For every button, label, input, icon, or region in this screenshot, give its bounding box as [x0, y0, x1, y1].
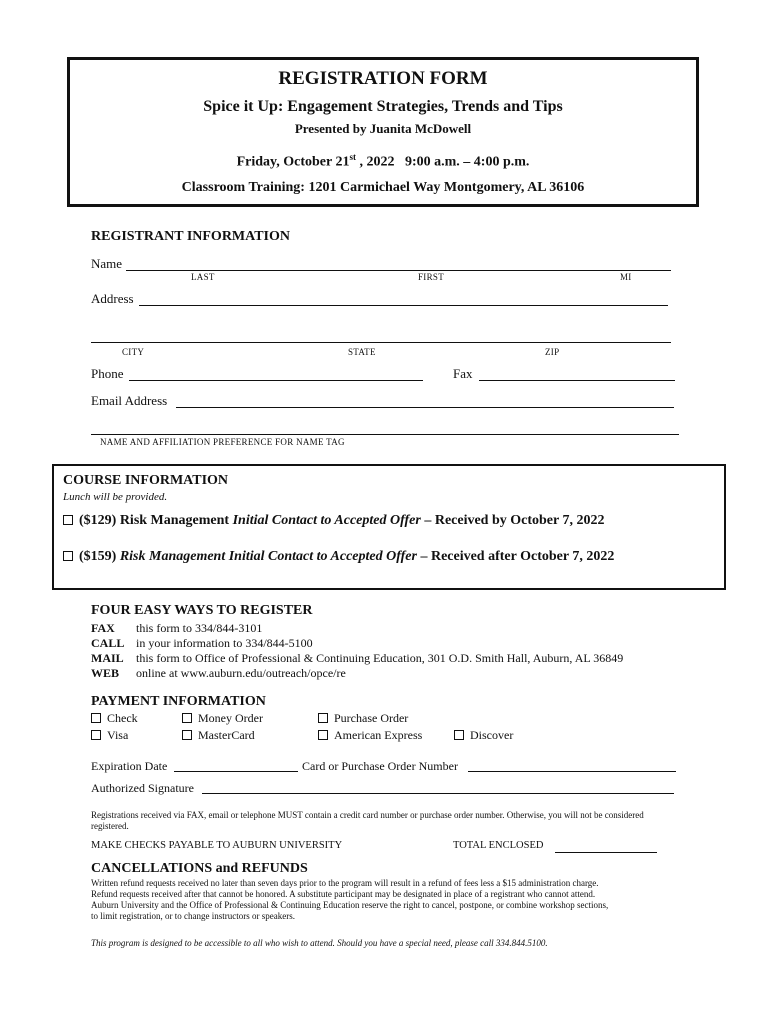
email-field[interactable]	[176, 407, 674, 408]
ways-row-mail: MAIL this form to Office of Professional & Continuing Education, 301 O.D. Smith Hall, Auburn, AL 36849	[91, 651, 624, 665]
signature-field[interactable]	[202, 793, 674, 794]
state-caption: STATE	[348, 347, 376, 357]
ways-row-call: CALL in your information to 334/844-5100	[91, 636, 313, 650]
nametag-caption: NAME AND AFFILIATION PREFERENCE FOR NAME TAG	[100, 437, 345, 447]
payment-notice: Registrations received via FAX, email or telephone MUST contain a credit card number or purchase order number. Otherwise, you will not be considered registered.	[91, 810, 644, 831]
expiration-field[interactable]	[174, 771, 298, 772]
mi-caption: MI	[620, 272, 632, 282]
card-po-field[interactable]	[468, 771, 676, 772]
card-po-label: Card or Purchase Order Number	[302, 759, 458, 773]
pay-discover[interactable]: Discover	[454, 728, 513, 743]
option-159-checkbox[interactable]	[63, 551, 73, 561]
mastercard-checkbox[interactable]	[182, 730, 192, 740]
event-date: Friday, October 21st , 2022 9:00 a.m. – 4:00 p.m.	[236, 152, 530, 170]
pay-visa[interactable]: Visa	[91, 728, 128, 743]
total-field[interactable]	[555, 852, 657, 853]
money-order-checkbox[interactable]	[182, 713, 192, 723]
ways-list	[91, 621, 623, 681]
cancellations-title: CANCELLATIONS and REFUNDS	[91, 861, 308, 876]
ways-row-web: WEB online at www.auburn.edu/outreach/opce/re	[91, 666, 346, 680]
cancellation-policy: Written refund requests received no later than seven days prior to the program will result in a refund of fees less a $15 administration charge. Refund requests received after that cannot be honored. A substitute participant may be designated in place of a registrant who cannot attend. Auburn University and the Office of Professional & Continuing Education reserve the right to cancel, postpone, or combine workshop sections, to limit registration, or to change instructors or speakers.	[91, 878, 609, 921]
form-title: REGISTRATION FORM	[278, 68, 488, 89]
ways-row-fax: FAX this form to 334/844-3101	[91, 621, 263, 635]
nametag-field[interactable]	[91, 434, 679, 435]
course-title: COURSE INFORMATION	[63, 473, 229, 488]
address-field[interactable]	[139, 305, 668, 306]
payment-title: PAYMENT INFORMATION	[91, 694, 266, 709]
course-option-159[interactable]: ($159) Risk Management Initial Contact to Accepted Offer – Received after October 7, 2022	[63, 549, 614, 565]
signature-label: Authorized Signature	[91, 781, 194, 795]
discover-checkbox[interactable]	[454, 730, 464, 740]
name-label: Name	[91, 256, 123, 271]
pay-mastercard[interactable]: MasterCard	[182, 728, 255, 743]
email-label: Email Address	[91, 393, 168, 408]
visa-checkbox[interactable]	[91, 730, 101, 740]
expiration-label: Expiration Date	[91, 759, 168, 773]
option-129-checkbox[interactable]	[63, 515, 73, 525]
registrant-title: REGISTRANT INFORMATION	[91, 229, 291, 244]
name-field[interactable]	[126, 270, 671, 271]
course-box	[52, 464, 726, 590]
header-box	[67, 57, 699, 207]
phone-field[interactable]	[129, 380, 423, 381]
amex-checkbox[interactable]	[318, 730, 328, 740]
accessibility-note: This program is designed to be accessible to all who wish to attend. Should you have a special need, please call 334.844.5100.	[91, 938, 548, 948]
address-line-2[interactable]	[91, 342, 671, 343]
purchase-order-checkbox[interactable]	[318, 713, 328, 723]
fax-field[interactable]	[479, 380, 675, 381]
course-option-129[interactable]: ($129) Risk Management Initial Contact to Accepted Offer – Received by October 7, 2022	[63, 513, 604, 529]
presenter: Presented by Juanita McDowell	[294, 121, 472, 136]
make-checks: MAKE CHECKS PAYABLE TO AUBURN UNIVERSITY	[91, 840, 343, 851]
first-caption: FIRST	[418, 272, 445, 282]
fax-label: Fax	[453, 366, 473, 381]
event-location: Classroom Training: 1201 Carmichael Way Montgomery, AL 36106	[181, 180, 585, 195]
last-caption: LAST	[191, 272, 215, 282]
phone-label: Phone	[91, 366, 124, 381]
pay-purchase-order[interactable]: Purchase Order	[318, 711, 408, 726]
total-label: TOTAL ENCLOSED	[453, 840, 544, 851]
check-checkbox[interactable]	[91, 713, 101, 723]
course-subtitle: Spice it Up: Engagement Strategies, Trends and Tips	[203, 98, 563, 115]
lunch-note: Lunch will be provided.	[63, 491, 168, 503]
address-label: Address	[91, 291, 134, 306]
pay-money-order[interactable]: Money Order	[182, 711, 263, 726]
pay-check[interactable]: Check	[91, 711, 138, 726]
city-caption: CITY	[122, 347, 145, 357]
ways-title: FOUR EASY WAYS TO REGISTER	[91, 603, 313, 618]
pay-amex[interactable]: American Express	[318, 728, 422, 743]
zip-caption: ZIP	[545, 347, 560, 357]
